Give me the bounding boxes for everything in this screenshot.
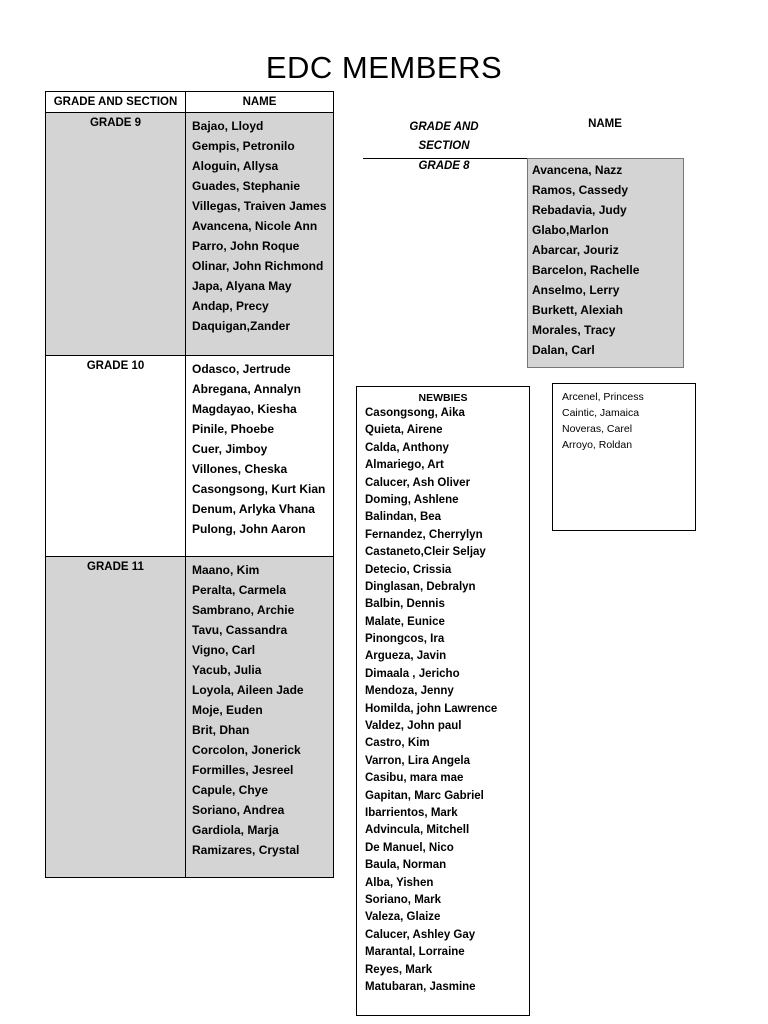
member-name: Loyola, Aileen Jade <box>192 683 304 697</box>
member-name: Maano, Kim <box>192 563 260 577</box>
grade-cell: GRADE 9 <box>46 113 186 356</box>
newbie-name: Pinongcos, Ira <box>365 633 445 646</box>
member-name: Abarcar, Jouriz <box>532 243 619 257</box>
member-name: Daquigan,Zander <box>192 319 291 333</box>
newbie-name: Advincula, Mitchell <box>365 824 470 837</box>
newbie-name: Reyes, Mark <box>365 963 433 976</box>
newbie-name: Castaneto,Cleir Seljay <box>365 546 486 559</box>
newbie-name: Detecio, Crissia <box>365 563 452 576</box>
table-header-row <box>46 92 334 113</box>
member-name: Peralta, Carmela <box>192 583 287 597</box>
newbie-name: Marantal, Lorraine <box>365 946 465 959</box>
member-name: Dalan, Carl <box>532 343 595 357</box>
member-name: Formilles, Jesreel <box>192 763 294 777</box>
newbie-name: Dimaala , Jericho <box>365 667 460 680</box>
names-cell <box>186 113 334 356</box>
members-table <box>45 91 334 878</box>
grade8-label: GRADE 8 <box>418 160 470 172</box>
newbie-name: Malate, Eunice <box>365 615 445 628</box>
newbie-name: Calucer, Ashley Gay <box>365 928 476 941</box>
member-name: Glabo,Marlon <box>532 223 609 237</box>
newbie-name: Ibarrientos, Mark <box>365 806 458 819</box>
table-row <box>46 557 334 878</box>
names-cell <box>186 557 334 878</box>
newbie-name: Varron, Lira Angela <box>365 754 471 767</box>
table-row <box>46 113 334 356</box>
member-name: Noveras, Carel <box>562 423 633 435</box>
member-name: Sambrano, Archie <box>192 603 295 617</box>
member-name: Magdayao, Kiesha <box>192 402 297 416</box>
member-name: Odasco, Jertrude <box>192 362 291 376</box>
member-name: Ramizares, Crystal <box>192 843 300 857</box>
newbie-name: Homilda, john Lawrence <box>365 702 498 715</box>
member-name: Avancena, Nicole Ann <box>192 219 318 233</box>
member-name: Rebadavia, Judy <box>532 203 627 217</box>
member-name: Cuer, Jimboy <box>192 442 268 456</box>
member-name: Burkett, Alexiah <box>532 303 623 317</box>
member-name: Moje, Euden <box>192 703 263 717</box>
newbie-name: Gapitan, Marc Gabriel <box>365 789 484 802</box>
member-name: Villegas, Traiven James <box>192 199 327 213</box>
member-name: Capule, Chye <box>192 783 269 797</box>
member-name: Parro, John Roque <box>192 239 300 253</box>
member-name: Villones, Cheska <box>192 462 288 476</box>
newbies-box <box>356 386 530 1016</box>
member-name: Aloguin, Allysa <box>192 159 279 173</box>
newbie-name: Calucer, Ash Oliver <box>365 476 471 489</box>
newbie-name: Casibu, mara mae <box>365 772 464 785</box>
member-name: Morales, Tracy <box>532 323 616 337</box>
extra-members-box <box>552 383 696 531</box>
member-name: Anselmo, Lerry <box>532 283 620 297</box>
member-name: Ramos, Cassedy <box>532 183 629 197</box>
member-name: Pinile, Phoebe <box>192 422 275 436</box>
names-cell <box>186 356 334 557</box>
newbie-name: Soriano, Mark <box>365 893 442 906</box>
newbie-name: Fernandez, Cherrylyn <box>365 528 483 541</box>
member-name: Soriano, Andrea <box>192 803 285 817</box>
newbie-name: Casongsong, Aika <box>365 407 465 419</box>
grade-cell: GRADE 10 <box>46 356 186 557</box>
member-name: Arcenel, Princess <box>562 391 644 403</box>
member-name: Caintic, Jamaica <box>562 407 640 419</box>
member-name: Gardiola, Marja <box>192 823 279 837</box>
page-title: EDC MEMBERS <box>265 50 503 85</box>
member-name: Corcolon, Jonerick <box>192 743 301 757</box>
newbie-name: Valeza, Glaize <box>365 911 441 924</box>
newbie-name: Argueza, Javin <box>365 650 447 663</box>
member-name: Avancena, Nazz <box>532 163 623 177</box>
newbie-name: Dinglasan, Debralyn <box>365 580 476 593</box>
newbie-name: Almariego, Art <box>365 459 444 472</box>
newbie-name: Mendoza, Jenny <box>365 685 454 698</box>
member-name: Tavu, Cassandra <box>192 623 288 637</box>
header-grade-section: GRADE AND SECTION <box>46 92 186 113</box>
newbies-header: NEWBIES <box>418 392 468 404</box>
grade8-header-section: GRADE AND SECTION <box>409 121 479 152</box>
member-name: Japa, Alyana May <box>192 279 292 293</box>
grade8-names-box <box>527 158 684 368</box>
member-name: Barcelon, Rachelle <box>532 263 640 277</box>
grade-cell: GRADE 11 <box>46 557 186 878</box>
grade8-header-name: NAME <box>588 118 622 130</box>
newbie-name: Castro, Kim <box>365 737 430 750</box>
member-name: Bajao, Lloyd <box>192 119 264 133</box>
member-name: Abregana, Annalyn <box>192 382 301 396</box>
member-name: Casongsong, Kurt Kian <box>192 482 326 496</box>
newbie-name: Alba, Yishen <box>365 876 434 889</box>
member-name: Arroyo, Roldan <box>562 439 633 451</box>
newbie-name: Baula, Norman <box>365 859 447 872</box>
member-name: Brit, Dhan <box>192 723 250 737</box>
member-name: Guades, Stephanie <box>192 179 301 193</box>
newbie-name: Quieta, Airene <box>365 424 443 437</box>
newbie-name: Doming, Ashlene <box>365 493 459 506</box>
member-name: Olinar, John Richmond <box>192 259 324 273</box>
grade8-divider <box>363 158 528 159</box>
newbie-name: Valdez, John paul <box>365 720 462 733</box>
member-name: Denum, Arlyka Vhana <box>192 502 315 516</box>
member-name: Pulong, John Aaron <box>192 522 306 536</box>
newbie-name: De Manuel, Nico <box>365 841 454 854</box>
member-name: Yacub, Julia <box>192 663 262 677</box>
table-row <box>46 356 334 557</box>
newbie-name: Balbin, Dennis <box>365 598 445 611</box>
newbie-name: Balindan, Bea <box>365 511 442 524</box>
member-name: Gempis, Petronilo <box>192 139 295 153</box>
newbie-name: Calda, Anthony <box>365 441 449 454</box>
newbie-name: Matubaran, Jasmine <box>365 980 476 993</box>
member-name: Vigno, Carl <box>192 643 256 657</box>
header-name: NAME <box>186 92 334 113</box>
member-name: Andap, Precy <box>192 299 269 313</box>
